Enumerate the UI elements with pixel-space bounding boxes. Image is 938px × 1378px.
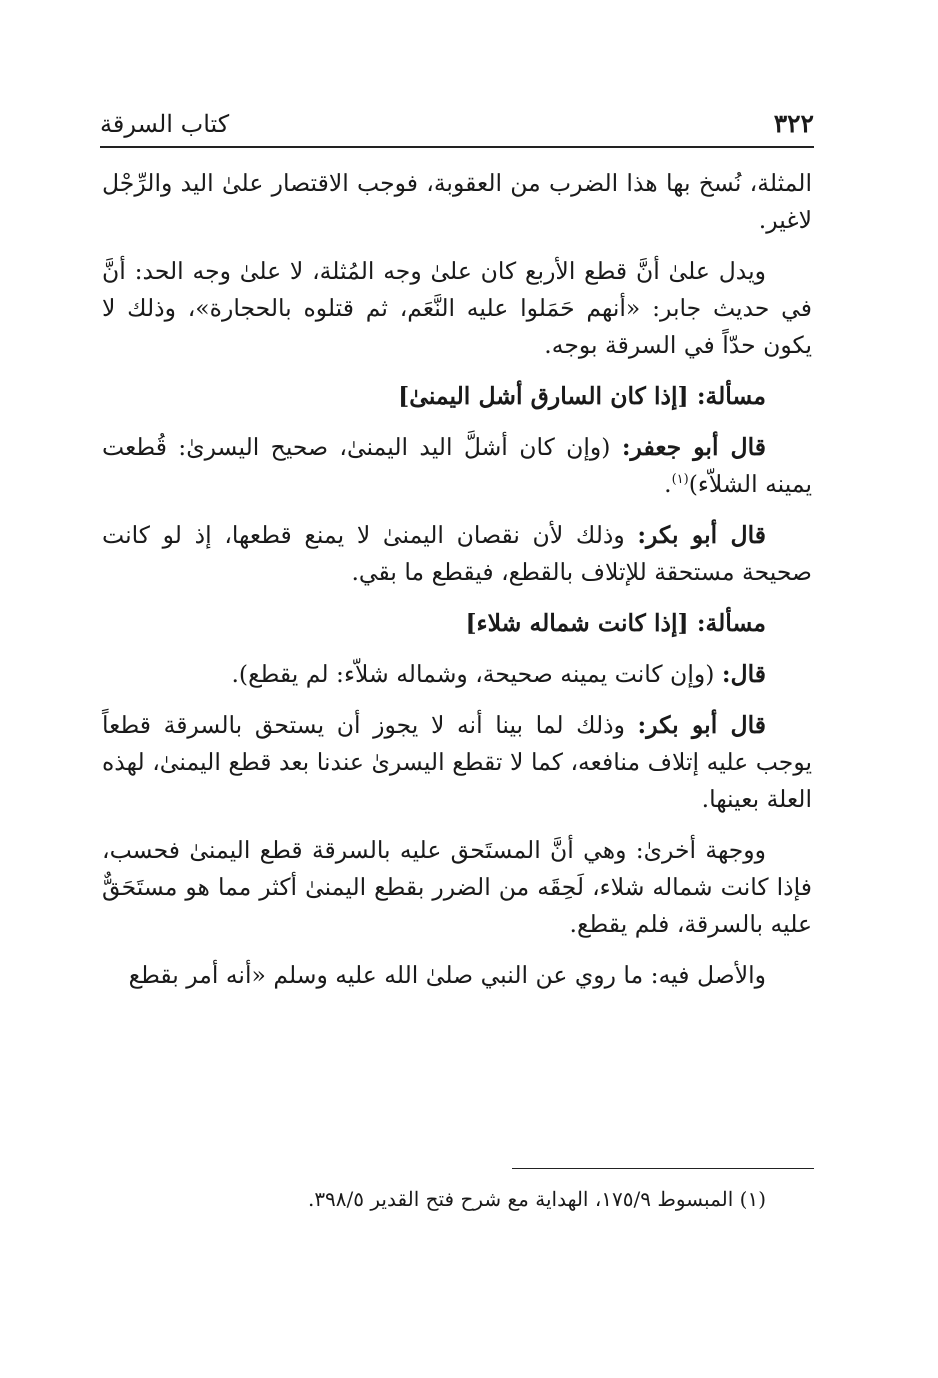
running-title: كتاب السرقة — [100, 110, 230, 138]
paragraph-8: والأصل فيه: ما روي عن النبي صلىٰ الله عليه وسلم «أنه أمر بقطع — [128, 961, 766, 989]
paragraph-4 — [102, 517, 812, 591]
footnote: (١) المبسوط ١٧٥/٩، الهداية مع شرح فتح القدير ٣٩٨/٥. — [307, 1187, 766, 1211]
quote-text: (وإن كان أشلَّ اليد اليمنىٰ، صحيح اليسرىٰ: قُطعت يمينه الشلاّء) — [102, 433, 812, 498]
commentary-text: وذلك لما بينا أنه لا يجوز أن يستحق بالسرقة قطعاً يوجب عليه إتلاف منافعه، كما لا تقطع اليسرىٰ عندنا بعد قطع اليمنىٰ، لهذه العلة بعينها. — [102, 711, 812, 813]
section-heading-1: مسألة: [إذا كان السارق أشل اليمنىٰ] — [398, 382, 766, 410]
paragraph-1: المثلة، نُسخ بها هذا الضرب من العقوبة، فوجب الاقتصار علىٰ اليد والرِّجْل لاغير. — [102, 169, 812, 234]
main-text — [102, 165, 812, 1008]
section-heading-2: مسألة: [إذا كانت شماله شلاء] — [465, 609, 766, 637]
paragraph-2: ويدل علىٰ أنَّ قطع الأربع كان علىٰ وجه المُثلة، لا علىٰ وجه الحد: أنَّ في حديث جابر: «أنهم حَمَلوا عليه النَّعَم، ثم قتلوه بالحجارة»، وذلك لا يكون حدّاً في السرقة بوجه. — [102, 257, 812, 359]
paragraph-3 — [102, 429, 812, 503]
paragraph-5 — [102, 656, 812, 693]
page-number: ٣٢٢ — [773, 109, 814, 138]
paragraph-6 — [102, 707, 812, 818]
footnote-marker: (١) — [671, 472, 689, 488]
footnote-rule — [512, 1168, 814, 1169]
speaker-label: قال أبو جعفر: — [621, 433, 767, 461]
paragraph-7: ووجهة أخرىٰ: وهي أنَّ المستَحق عليه بالسرقة قطع اليمنىٰ فحسب، فإذا كانت شماله شلاء، لَحِقَه من الضرر بقطع اليمنىٰ أكثر مما هو مستَحَقٌّ عليه بالسرقة، فلم يقطع. — [102, 836, 812, 938]
speaker-label: قال أبو بكر: — [637, 521, 767, 549]
page-header — [100, 96, 814, 136]
quote-text: (وإن كانت يمينه صحيحة، وشماله شلاّء: لم يقطع). — [231, 660, 722, 688]
speaker-label: قال: — [721, 660, 766, 688]
punctuation: . — [664, 470, 672, 498]
speaker-label: قال أبو بكر: — [637, 711, 766, 739]
commentary-text: وذلك لأن نقصان اليمنىٰ لا يمنع قطعها، إذ لو كانت صحيحة مستحقة للإتلاف بالقطع، فيقطع ما بقي. — [102, 521, 812, 586]
header-rule — [100, 146, 814, 148]
